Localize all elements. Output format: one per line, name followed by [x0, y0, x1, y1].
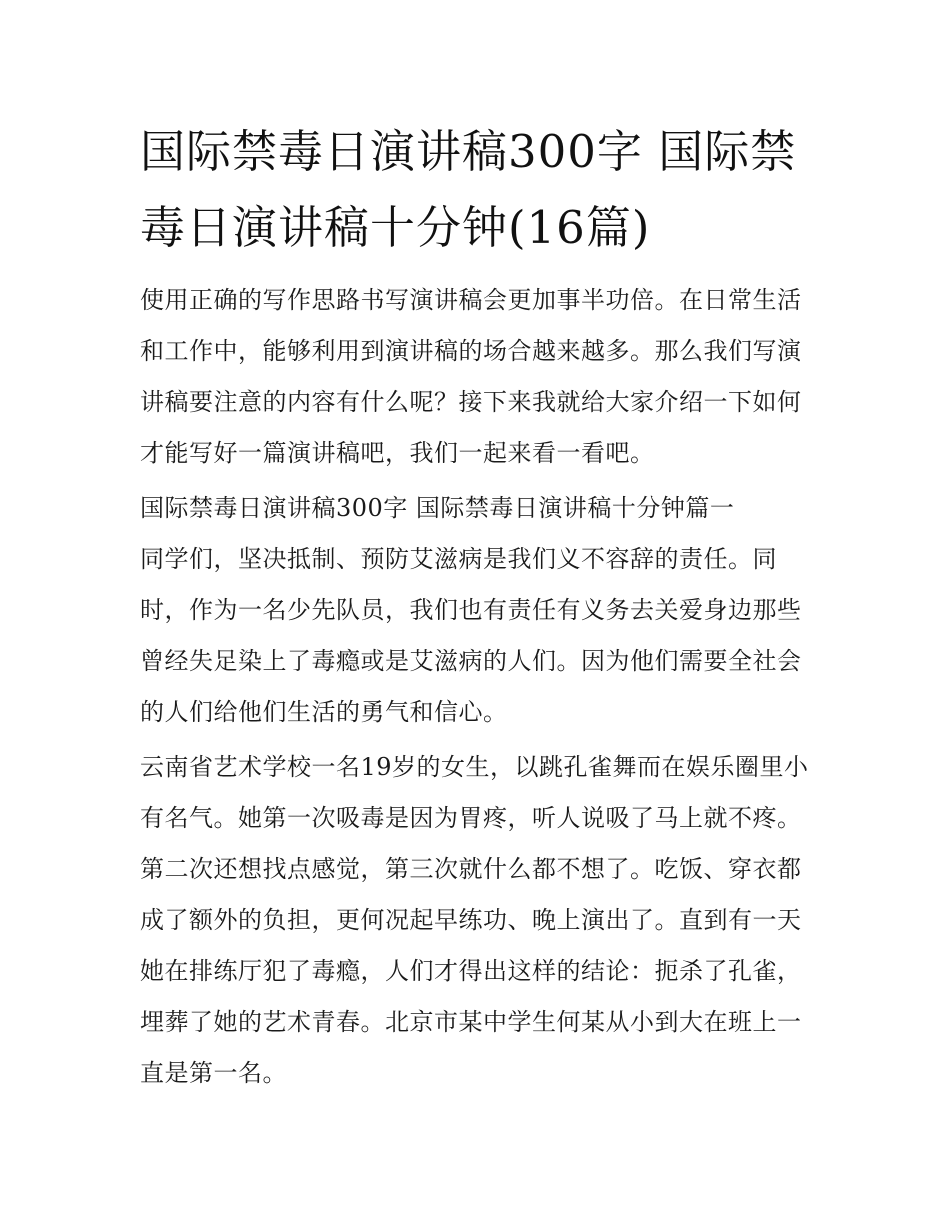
section-heading: 国际禁毒日演讲稿300字 国际禁毒日演讲稿十分钟篇一 [140, 494, 735, 522]
intro-paragraph: 使用正确的写作思路书写演讲稿会更加事半功倍。在日常生活和工作中，能够利用到演讲稿的场合越来越多。那么我们写演讲稿要注意的内容有什么呢？接下来我就给大家介绍一下如何才能写好一篇演讲稿吧，我们一起来看一看吧。 [140, 286, 802, 467]
document-body [140, 275, 812, 1103]
body-paragraph-2: 云南省艺术学校一名19岁的女生，以跳孔雀舞而在娱乐圈里小有名气。她第一次吸毒是因为胃疼，听人说吸了马上就不疼。第二次还想找点感觉，第三次就什么都不想了。吃饭、穿衣都成了额外的负担，更何况起早练功、晚上演出了。直到有一天她在排练厅犯了毒瘾，人们才得出这样的结论：扼杀了孔雀，埋葬了她的艺术青春。北京市某中学生何某从小到大在班上一直是第一名。 [140, 753, 809, 1087]
body-paragraph-1: 同学们，坚决抵制、预防艾滋病是我们义不容辞的责任。同时，作为一名少先队员，我们也有责任有义务去关爱身边那些曾经失足染上了毒瘾或是艾滋病的人们。因为他们需要全社会的人们给他们生活的勇气和信心。 [140, 545, 802, 726]
document-title: 国际禁毒日演讲稿300字 国际禁毒日演讲稿十分钟(16篇) [140, 125, 797, 254]
